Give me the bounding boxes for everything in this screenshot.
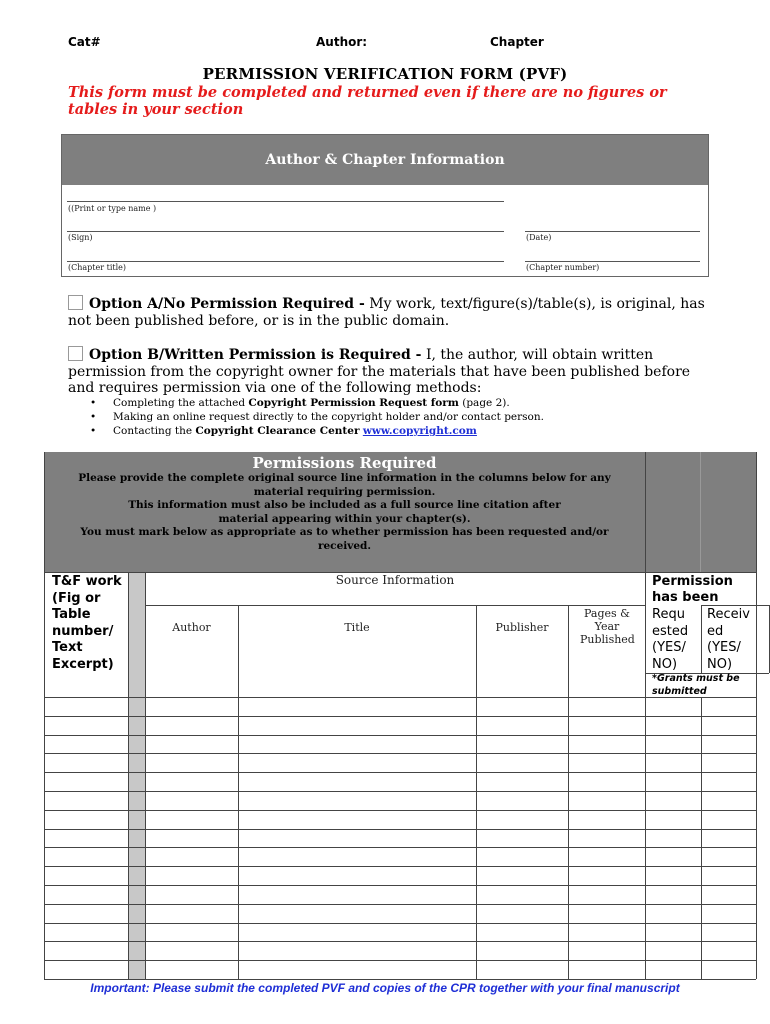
option-b-text: I, the author, will obtain written permission from the copyright owner for the materials that have been published before and requires permission via one of the following methods: xyxy=(68,347,691,396)
table-hline xyxy=(44,716,756,717)
table-hline xyxy=(44,829,756,830)
table-vline xyxy=(128,572,129,979)
table-hline xyxy=(44,791,756,792)
sign-line[interactable] xyxy=(67,231,504,232)
print-name-label: ((Print or type name ) xyxy=(68,204,157,213)
permissions-header xyxy=(44,452,645,572)
table-hline xyxy=(44,753,756,754)
table-hline xyxy=(44,772,756,773)
table-hline xyxy=(44,923,756,924)
pages-year-column-header: Pages & Year Published xyxy=(580,607,635,646)
table-hline xyxy=(44,697,756,698)
print-name-line[interactable] xyxy=(67,201,504,202)
chapter-number-line[interactable] xyxy=(525,261,700,262)
chapter-title-line[interactable] xyxy=(67,261,504,262)
source-information-header: Source Information xyxy=(335,573,455,587)
option-b-methods-list xyxy=(90,396,544,438)
tf-work-header: T&F work (Fig or Table number/ Text Excerpt) xyxy=(52,574,122,672)
author-column-header: Author xyxy=(172,621,211,634)
chapter-title-label: (Chapter title) xyxy=(68,263,127,272)
table-hline xyxy=(44,866,756,867)
grants-note: *Grants must be submitted xyxy=(652,673,740,697)
received-column-header: Receiv ed (YES/ NO) xyxy=(707,607,750,672)
form-subtitle: This form must be completed and returned even if there are no figures or tables in your section xyxy=(68,84,667,118)
table-hline xyxy=(44,885,756,886)
permissions-instructions: Please provide the complete original source line information in the columns below for any material requiring permission. This information must also be included as a full source line citation after material appearing within your chapter(s). You must mark below as appropriate as to whether permission has been requested and/or received. xyxy=(78,472,611,552)
table-hline xyxy=(44,941,756,942)
date-line[interactable] xyxy=(525,231,700,232)
option-b-checkbox[interactable] xyxy=(68,346,83,361)
table-hline xyxy=(44,904,756,905)
footer-note: Important: Please submit the completed PVF and copies of the CPR together with your final manuscript xyxy=(90,981,680,995)
author-label: Author: xyxy=(316,35,368,49)
publisher-column-header: Publisher xyxy=(495,621,549,634)
option-b xyxy=(68,346,708,397)
permission-header: Permission has been xyxy=(652,574,733,605)
table-hline xyxy=(44,960,756,961)
method-item: • Completing the attached Copyright Permission Request form (page 2). xyxy=(90,396,544,410)
option-a xyxy=(68,295,708,329)
title-column-header: Title xyxy=(344,621,370,634)
option-a-text: My work, text/figure(s)/table(s), is original, has not been published before, or is in the public domain. xyxy=(68,296,705,329)
cat-number-label: Cat# xyxy=(68,35,101,49)
date-label: (Date) xyxy=(526,233,552,242)
sign-label: (Sign) xyxy=(68,233,93,242)
option-a-checkbox[interactable] xyxy=(68,295,83,310)
permissions-heading: Permissions Required xyxy=(252,454,437,472)
method-item: • Contacting the Copyright Clearance Center www.copyright.com xyxy=(90,424,544,438)
form-title: PERMISSION VERIFICATION FORM (PVF) xyxy=(202,65,568,83)
table-hline xyxy=(44,979,756,980)
option-a-title: Option A/No Permission Required - xyxy=(89,296,365,312)
table-vline xyxy=(756,697,757,979)
chapter-label: Chapter xyxy=(490,35,544,49)
table-hline xyxy=(44,735,756,736)
author-chapter-info-box xyxy=(61,134,709,277)
info-box-heading: Author & Chapter Information xyxy=(62,135,708,185)
table-vline xyxy=(701,697,702,979)
method-item: • Making an online request directly to the copyright holder and/or contact person. xyxy=(90,410,544,424)
table-hline xyxy=(145,605,645,606)
option-b-title: Option B/Written Permission is Required - xyxy=(89,347,422,363)
table-vline xyxy=(701,605,702,673)
chapter-number-label: (Chapter number) xyxy=(526,263,600,272)
table-hline xyxy=(44,810,756,811)
requested-column-header: Requ ested (YES/ NO) xyxy=(652,607,689,672)
table-spacer-column xyxy=(128,572,145,979)
copyright-link[interactable]: www.copyright.com xyxy=(362,425,477,437)
table-hline xyxy=(44,847,756,848)
